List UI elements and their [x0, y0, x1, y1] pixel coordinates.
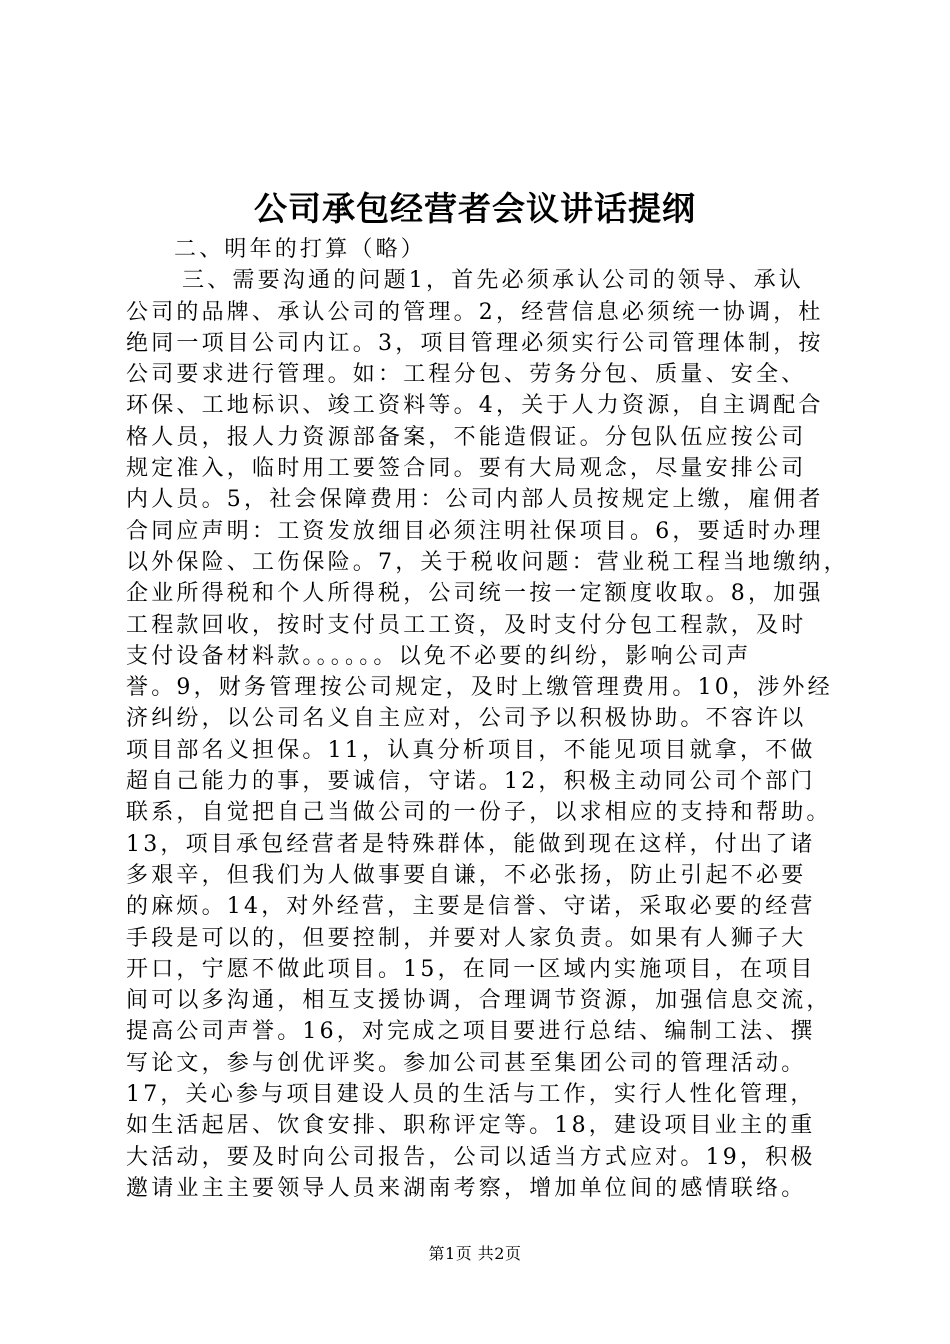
paragraph-line: 二、明年的打算（略）	[174, 237, 427, 262]
paragraph-line: 公司的品牌、承认公司的管理。2，经营信息必须统一协调，杜	[126, 299, 824, 325]
paragraph-line: 誉。9，财务管理按公司规定，及时上缴管理费用。10，涉外经	[126, 675, 833, 701]
paragraph-line: 规定准入，临时用工要签合同。要有大局观念，尽量安排公司	[126, 456, 807, 482]
paragraph-line: 以外保险、工伤保险。7，关于税收问题：营业税工程当地缴纳，	[126, 549, 849, 575]
paragraph-line: 提高公司声誉。16，对完成之项目要进行总结、编制工法、撰	[126, 1019, 816, 1045]
paragraph-line: 环保、工地标识、竣工资料等。4，关于人力资源，自主调配合	[126, 393, 824, 419]
paragraph-line: 格人员，报人力资源部备案，不能造假证。分包队伍应按公司	[126, 424, 807, 450]
paragraph-line: 邀请业主主要领导人员来湖南考察，增加单位间的感情联络。	[126, 1175, 807, 1201]
paragraph-line: 支付设备材料款。。。。。。以免不必要的纠纷，影响公司声	[126, 643, 752, 669]
paragraph-line: 写论文，参与创优评奖。参加公司甚至集团公司的管理活动。	[126, 1050, 807, 1076]
paragraph-line: 三、需要沟通的问题1，首先必须承认公司的领导、承认	[182, 268, 804, 294]
document-body	[126, 234, 849, 1204]
paragraph-line: 多艰辛，但我们为人做事要自谦，不必张扬，防止引起不必要	[126, 862, 807, 888]
paragraph-line: 合同应声明：工资发放细目必须注明社保项目。6，要适时办理	[126, 518, 824, 544]
paragraph-line: 的麻烦。14，对外经营，主要是信誉、守诺，采取必要的经营	[126, 894, 816, 920]
paragraph-line: 开口，宁愿不做此项目。15，在同一区域内实施项目，在项目	[126, 956, 816, 982]
paragraph-line: 济纠纷，以公司名义自主应对，公司予以积极协助。不容许以	[126, 706, 807, 732]
paragraph-line: 超自己能力的事，要诚信，守诺。12，积极主动同公司个部门	[126, 769, 816, 795]
paragraph-line: 13，项目承包经营者是特殊群体，能做到现在这样，付出了诸	[126, 831, 816, 857]
paragraph-line: 内人员。5，社会保障费用：公司内部人员按规定上缴，雇佣者	[126, 487, 824, 513]
paragraph-line: 如生活起居、饮食安排、职称评定等。18，建设项目业主的重	[126, 1113, 816, 1139]
paragraph-line: 工程款回收，按时支付员工工资，及时支付分包工程款，及时	[126, 612, 807, 638]
paragraph-line: 联系，自觉把自己当做公司的一份子，以求相应的支持和帮助。	[126, 800, 832, 826]
paragraph-line: 间可以多沟通，相互支援协调，合理调节资源，加强信息交流，	[126, 988, 832, 1014]
paragraph-line: 17，关心参与项目建设人员的生活与工作，实行人性化管理，	[126, 1082, 816, 1108]
paragraph-line: 大活动，要及时向公司报告，公司以适当方式应对。19，积极	[126, 1144, 816, 1170]
page-number-footer: 第1页 共2页	[428, 1244, 522, 1263]
document-title: 公司承包经营者会议讲话提纲	[254, 189, 696, 228]
paragraph-line: 公司要求进行管理。如：工程分包、劳务分包、质量、安全、	[126, 362, 807, 388]
paragraph-line: 项目部名义担保。11，认真分析项目，不能见项目就拿，不做	[126, 737, 816, 763]
paragraph-line: 手段是可以的，但要控制，并要对人家负责。如果有人狮子大	[126, 925, 807, 951]
paragraph-line: 绝同一项目公司内讧。3，项目管理必须实行公司管理体制，按	[126, 330, 824, 356]
paragraph-line: 企业所得税和个人所得税，公司统一按一定额度收取。8，加强	[126, 581, 824, 607]
